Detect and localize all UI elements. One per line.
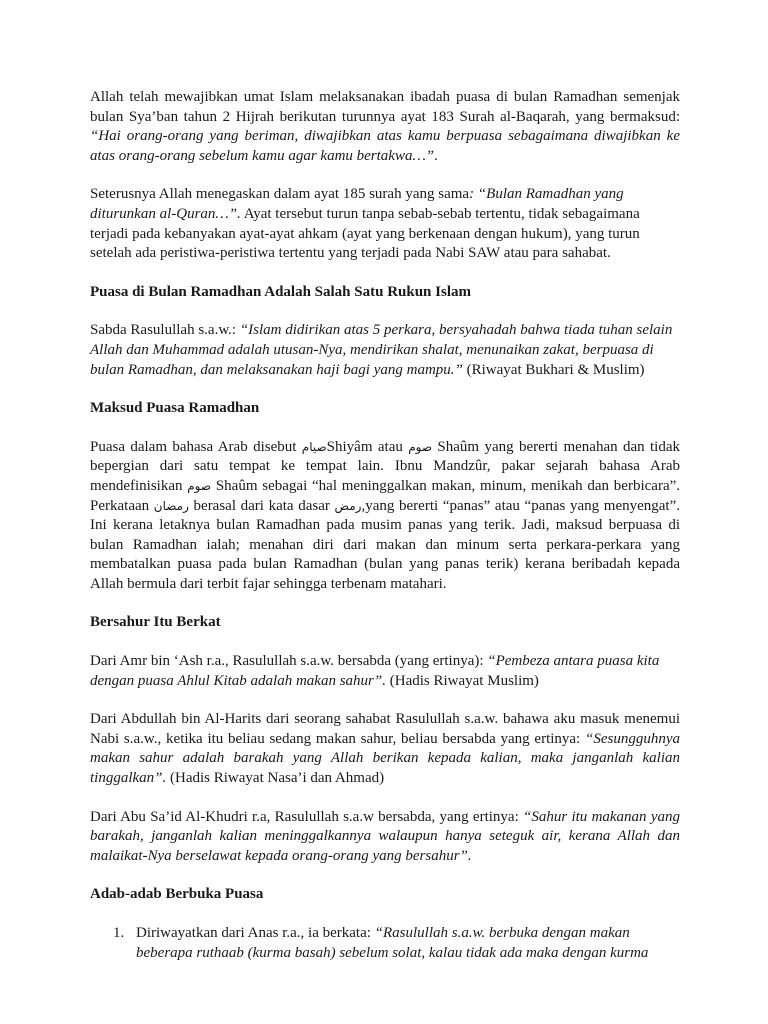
heading-maksud-puasa: Maksud Puasa Ramadhan xyxy=(90,400,260,417)
hadis-abdullah-text: Dari Abdullah bin Al-Harits dari seorang sahabat Rasulullah s.a.w. bahawa aku masuk menemui Nabi s.a.w., ketika itu beliau sedang makan sahur, beliau bersabda yang ertinya: xyxy=(90,711,680,747)
intro-quote: “Hai orang-orang yang beriman, diwajibkan atas kamu berpuasa sebagaimana diwajibkan ke atas orang-orang sebelum kamu agar kamu bertakwa…” xyxy=(90,128,680,164)
maksud-text-d: Shaûm sebagai “hal meninggalkan makan, minum, menikah dan berbicara”. Perkataan xyxy=(90,477,681,514)
sabda-source: (Riwayat Bukhari & Muslim) xyxy=(462,361,645,378)
adab-list xyxy=(90,924,680,963)
ayat-185-text: Seterusnya Allah menegaskan dalam ayat 185 surah yang sama xyxy=(90,186,470,203)
arabic-ramadhan: رمضان xyxy=(153,498,189,513)
list-item-number: 1. xyxy=(113,925,125,941)
hadis-abdullah-quote: “Sesungguhnya makan sahur adalah barakah yang Allah berikan kepada kalian, maka janganlah kalian tinggalkan”. xyxy=(90,730,680,787)
maksud-text-f: ,yang bererti “panas” atau “panas yang menyengat”. Ini kerana letaknya bulan Ramadhan pada musim panas yang terik. Jadi, maksud berpuasa di bulan Ramadhan ialah; menahan diri dari makan dan minum serta perkara-perkara yang membatalkan puasa pada bulan Ramadhan (bulan yang panas terik) kerana beribadah kepada Allah bermula dari terbit fajar sehingga terbenam matahari. xyxy=(90,497,680,592)
paragraph-hadis-abdullah xyxy=(90,710,680,788)
hadis-amr-quote: “Pembeza antara puasa kita dengan puasa Ahlul Kitab adalah makan sahur”. xyxy=(90,653,660,689)
ayat-185-quote: : “Bulan Ramadhan yang diturunkan al-Quran…”. xyxy=(90,186,624,222)
ayat-185-rest: Ayat tersebut turun tanpa sebab-sebab tertentu, tidak sebagaimana terjadi pada kebanyakan ayat-ayat ahkam (ayat yang berkenaan dengan hukum), yang turun setelah ada peristiwa-peristiwa tertentu yang terjadi pada Nabi SAW atau para sahabat. xyxy=(90,205,640,262)
maksud-text-e: berasal dari kata dasar xyxy=(188,497,335,514)
paragraph-ayat-185 xyxy=(90,185,680,263)
sabda-quote: “Islam didirikan atas 5 perkara, bersyahadah bahwa tiada tuhan selain Allah dan Muhammad adalah utusan-Nya, mendirikan shalat, menunaikan zakat, berpuasa di bulan Ramadhan, dan melaksanakan haji bagi yang mampu.” xyxy=(90,322,673,378)
maksud-text-a: Puasa dalam bahasa Arab disebut xyxy=(90,438,302,455)
hadis-abu-said-quote: “Sahur itu makanan yang barakah, janganlah kalian meninggalkannya walaupun hanya seteguk air, kerana Allah dan malaikat-Nya berselawat kepada orang-orang yang bersahur”. xyxy=(90,808,680,864)
heading-rukun-islam: Puasa di Bulan Ramadhan Adalah Salah Satu Rukun Islam xyxy=(90,283,471,300)
hadis-amr-source: (Hadis Riwayat Muslim) xyxy=(386,672,539,689)
hadis-abu-said-text: Dari Abu Sa’id Al-Khudri r.a, Rasulullah s.a.w bersabda, yang ertinya: xyxy=(90,808,524,825)
list-item xyxy=(90,924,680,963)
heading-bersahur: Bersahur Itu Berkat xyxy=(90,614,221,631)
paragraph-hadis-abu-said xyxy=(90,808,680,867)
arabic-shiyam: صيام xyxy=(301,439,327,454)
paragraph-intro xyxy=(90,88,680,166)
maksud-text-b: Shiyâm atau xyxy=(326,438,409,455)
arabic-ramadh: رمض xyxy=(334,498,362,513)
intro-text: Allah telah mewajibkan umat Islam melaksanakan ibadah puasa di bulan Ramadhan semenjak bulan Sya’ban tahun 2 Hijrah berikutan turunnya ayat 183 Surah al-Baqarah, yang bermaksud: xyxy=(90,89,680,125)
hadis-abdullah-source: (Hadis Riwayat Nasa’i dan Ahmad) xyxy=(166,770,385,787)
sabda-text: Sabda Rasulullah s.a.w.: xyxy=(90,322,240,339)
intro-end: . xyxy=(434,147,438,164)
maksud-text-c: Shaûm yang bererti menahan dan tidak bepergian dari satu tempat ke tempat lain. Ibnu Mandzûr, pakar sejarah bahasa Arab mendefinisikan xyxy=(90,438,680,494)
heading-adab-berbuka: Adab-adab Berbuka Puasa xyxy=(90,886,264,903)
arabic-saum: صوم xyxy=(408,439,433,454)
list-item-text: Diriwayatkan dari Anas r.a., ia berkata: xyxy=(136,925,375,941)
arabic-saum-2: صوم xyxy=(187,478,212,493)
paragraph-hadis-amr xyxy=(90,652,680,691)
hadis-amr-text: Dari Amr bin ‘Ash r.a., Rasulullah s.a.w. bersabda (yang ertinya): xyxy=(90,653,488,670)
paragraph-maksud-puasa xyxy=(90,438,680,595)
list-item-quote: “Rasulullah s.a.w. berbuka dengan makan beberapa ruthaab (kurma basah) sebelum solat, kalau tidak ada maka dengan kurma xyxy=(136,925,649,961)
paragraph-sabda xyxy=(90,321,680,380)
